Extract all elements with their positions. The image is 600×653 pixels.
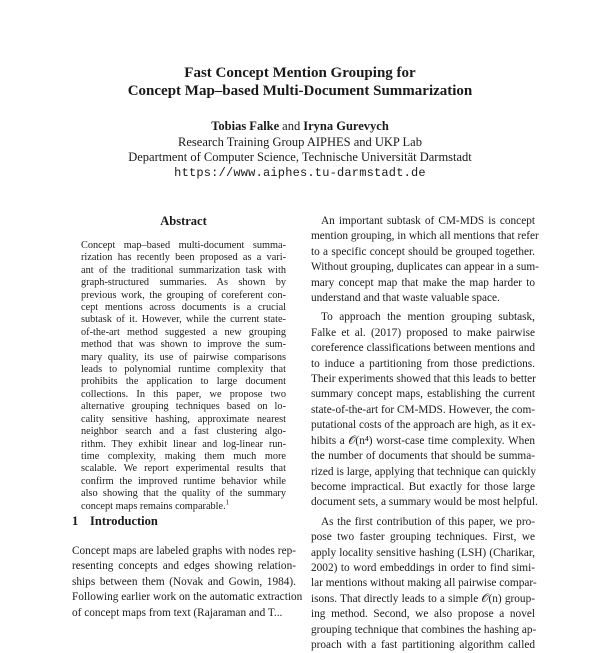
body-line: apply locality sensitive hashing (LSH) (Charikar, [311,546,535,559]
body-line: grouping technique that combines the hashing ap- [311,623,537,636]
author-1: Tobias Falke [211,119,280,133]
abstract-section [81,214,286,513]
abstract-last-line [81,498,286,513]
abstract-line: rithm. They exhibit linear and log-linear run- [81,438,286,450]
abstract-line: collections. In this paper, we propose two [81,388,286,400]
section-title: Introduction [90,514,158,528]
intro-text [72,544,303,621]
intro-line: ships between them (Novak and Gowin, 1984). [72,575,296,588]
abstract-line: mary quality, its use of pairwise comparisons [81,351,286,363]
body-line: proach with a fast partitioning algorithm called [311,638,535,651]
body-line: 2002) to word embeddings in order to find simi- [311,561,535,574]
abstract-line: of-the-art method suggested a new grouping [81,326,286,338]
abstract-line: time complexity, making them much more [81,450,286,462]
body-line: Falke et al. (2017) proposed to make pairwise [311,326,535,339]
abstract-line: also showing that the quality of the summary [81,488,286,500]
author-names [0,119,600,135]
abstract-line: prohibits the application to large document [81,376,286,388]
body-line: the number of documents that should be summa- [311,450,535,463]
intro-line: of concept maps from text (Rajaraman and T... [72,606,283,619]
body-line: Their experiments showed that this leads to better [311,373,536,386]
abstract-line: subtask of it. However, while the current state- [81,314,286,326]
body-line: ing method. Second, we also propose a novel [311,608,535,621]
abstract-line: method that was shown to improve the sum- [81,339,286,351]
abstract-line: scalable. We report experimental results that [81,463,286,475]
abstract-line: graph-structured summaries. As shown by [81,277,286,289]
body-line: As the first contribution of this paper, we pro- [321,515,535,528]
intro-line: resenting concepts and edges showing relation- [72,560,296,573]
body-line: rized is large, applying that technique can quickly [311,465,537,478]
body-line: lar mentions without making all pairwise compar- [311,577,537,590]
abstract-line: alternative grouping techniques based on lo- [81,401,286,413]
author-2: Iryna Gurevych [303,119,389,133]
body-line: to a specific concept should be grouped together. [311,245,535,258]
paper-title [0,64,600,100]
body-line: document sets, a summary would be most helpful. [311,496,538,509]
body-line: state-of-the-art for CM-MDS. However, the com- [311,403,535,416]
title-line-1: Fast Concept Mention Grouping for [184,65,416,81]
section-number: 1 [72,514,79,528]
abstract-line: Concept map–based multi-document summa- [81,240,286,251]
right-column [311,214,539,653]
body-line: hibits a 𝒪(n⁴) worst-case time complexity. When [311,434,535,447]
body-line: mary concept map that make the map harder to [311,276,535,289]
body-line: An important subtask of CM-MDS is concept [321,215,535,227]
body-line: mention grouping, in which all mentions that refer [311,230,539,243]
body-line: Without grouping, duplicates can appear in a sum- [311,261,539,274]
abstract-heading: Abstract [160,214,207,228]
footnote-marker[interactable]: 1 [225,498,230,507]
body-line: pose two faster grouping techniques. First, we [311,531,535,544]
intro-heading [72,514,158,529]
body-line: to induce a partitioning from those predictions. [311,357,535,370]
body-line: coreference classifications between mentions and [311,342,535,355]
abstract-line-text: concept maps remains comparable. [81,500,226,512]
abstract-line: leads to polynomial runtime complexity that [81,364,286,376]
author-separator: and [282,119,301,133]
body-line: putational costs of the approach are high, as it ex- [311,419,536,432]
abstract-line: rization has recently been proposed as a vari- [81,252,286,264]
authors-block [0,119,600,181]
abstract-line: confirm the improved runtime behavior while [81,475,286,487]
abstract-line: neighbor search and a fast clustering algo- [81,426,286,438]
affiliation-url[interactable]: https://www.aiphes.tu-darmstadt.de [174,165,426,180]
intro-line: Following earlier work on the automatic extraction [72,591,303,604]
abstract-line: cality sensitive hashing, approximate nearest [81,413,286,425]
body-line: understand and that waste valuable space. [311,292,500,305]
abstract-line: ant of the traditional summarization task with [81,264,286,276]
title-line-2: Concept Map–based Multi-Document Summarization [127,83,473,99]
affiliation-1: Research Training Group AIPHES and UKP Lab [178,134,422,149]
abstract-line: cept mentions across documents is a crucial [81,302,286,314]
body-line: To approach the mention grouping subtask, [321,311,535,324]
body-line: isons. That directly leads to a simple 𝒪(n) group- [311,592,535,605]
intro-line: Concept maps are labeled graphs with nodes rep- [72,545,296,557]
body-line: become impractical. But exactly for those large [311,480,535,493]
abstract-line: previous work, the grouping of coreferent con- [81,289,286,301]
affiliation-2: Department of Computer Science, Technische Universität Darmstadt [128,150,472,164]
body-line: summary concept maps, establishing the current [311,388,535,401]
